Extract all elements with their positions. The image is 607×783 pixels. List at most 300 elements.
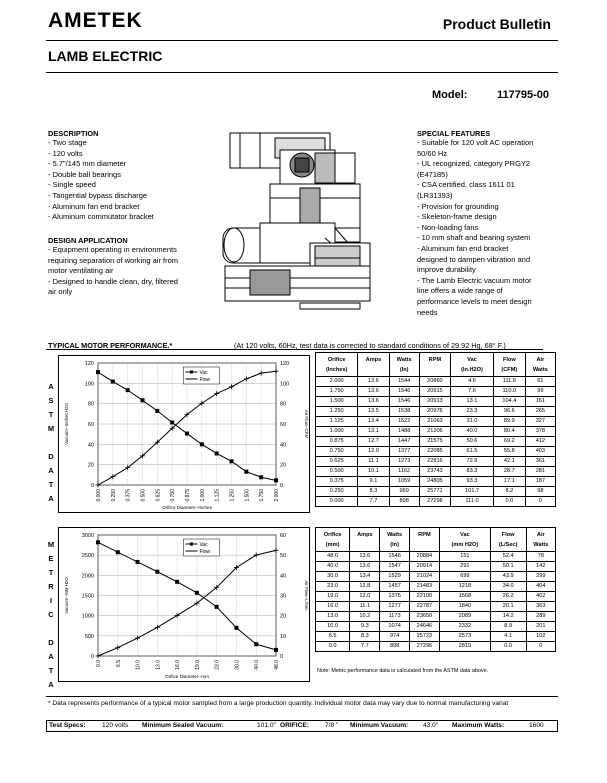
astm-table-cell: 61 bbox=[525, 377, 555, 387]
astm-table-cell: 7.6 bbox=[451, 387, 494, 397]
y-tick-label: 2500 bbox=[81, 553, 94, 560]
side-letter: S bbox=[48, 396, 54, 405]
legend-flow-label: Flow bbox=[199, 377, 211, 383]
astm-header-cell: RPM bbox=[419, 353, 450, 377]
metric-table-cell: 1546 bbox=[380, 552, 409, 562]
vac-point bbox=[274, 648, 278, 652]
special-item: - CSA certified, class 1611 01 bbox=[417, 180, 515, 190]
special-item: designed to dampen vibration and bbox=[417, 254, 530, 264]
astm-table-cell: 412 bbox=[525, 437, 555, 447]
y2-axis-label: Air Flow--L/Sec bbox=[304, 580, 309, 611]
side-letter: D bbox=[48, 638, 54, 647]
astm-chart bbox=[58, 355, 310, 513]
metric-header-cell: Air Watts bbox=[526, 528, 555, 552]
astm-table-row bbox=[316, 437, 556, 447]
metric-table-cell: 974 bbox=[380, 632, 409, 642]
metric-table-cell: 13.4 bbox=[350, 572, 380, 582]
x-tick-label: 0.250 bbox=[110, 489, 117, 502]
metric-table-cell: 20.1 bbox=[490, 602, 526, 612]
legend-flow-label: Flow bbox=[199, 549, 211, 555]
min-vacuum-label: Minimum Vacuum: bbox=[350, 722, 409, 729]
y2-tick-label: 120 bbox=[280, 361, 290, 367]
astm-table-cell: 13.6 bbox=[358, 397, 389, 407]
side-letter: T bbox=[48, 410, 54, 419]
astm-table-cell: 0 bbox=[525, 497, 555, 507]
side-letter: E bbox=[48, 554, 54, 563]
metric-table-row bbox=[316, 552, 556, 562]
metric-table-cell: 898 bbox=[380, 642, 409, 652]
y-tick-label: 60 bbox=[87, 422, 94, 428]
ametek-logo: AMETEK bbox=[48, 9, 143, 32]
description-item: - Single speed bbox=[48, 180, 96, 190]
vac-point bbox=[175, 580, 179, 584]
special-item: - Skeleton-frame design bbox=[417, 212, 497, 222]
x-tick-label: 0.625 bbox=[155, 489, 162, 502]
astm-table-cell: 13.1 bbox=[358, 427, 389, 437]
astm-table-cell: 7.7 bbox=[358, 497, 389, 507]
special-item: - The Lamb Electric vacuum motor bbox=[417, 275, 532, 285]
astm-table-cell: 2.000 bbox=[316, 377, 358, 387]
astm-table-cell: 1.125 bbox=[316, 417, 358, 427]
y-tick-label: 80 bbox=[87, 401, 94, 408]
astm-table-cell: 0.000 bbox=[316, 497, 358, 507]
side-letter: A bbox=[48, 466, 54, 475]
design-list bbox=[48, 245, 218, 298]
metric-table-cell: 11.1 bbox=[350, 602, 380, 612]
vac-point bbox=[126, 388, 130, 392]
vac-point bbox=[185, 432, 189, 436]
astm-table-cell: 104.4 bbox=[493, 397, 525, 407]
metric-table-cell: 12.8 bbox=[350, 582, 380, 592]
astm-table-cell: 8.2 bbox=[493, 487, 525, 497]
metric-header-row bbox=[316, 528, 556, 552]
design-item: - Designed to handle clean, dry, filtered bbox=[48, 276, 178, 286]
astm-table-cell: 89.9 bbox=[493, 417, 525, 427]
astm-table-cell: 28.7 bbox=[493, 467, 525, 477]
astm-table-cell: 72.9 bbox=[451, 457, 494, 467]
metric-table-row bbox=[316, 632, 556, 642]
astm-table-cell: 12.0 bbox=[358, 447, 389, 457]
astm-table-cell: 11.1 bbox=[358, 457, 389, 467]
side-letter: T bbox=[48, 666, 54, 675]
astm-table-cell: 0.375 bbox=[316, 477, 358, 487]
metric-table-cell: 50.1 bbox=[490, 562, 526, 572]
astm-table-cell: 99 bbox=[525, 387, 555, 397]
metric-table-cell: 142 bbox=[526, 562, 555, 572]
y2-tick-label: 20 bbox=[280, 613, 287, 620]
astm-table-cell: 1059 bbox=[389, 477, 419, 487]
metric-table-cell: 9.3 bbox=[350, 622, 380, 632]
astm-table-cell: 69.2 bbox=[493, 437, 525, 447]
metric-table-row bbox=[316, 592, 556, 602]
vac-point bbox=[170, 420, 174, 424]
astm-table-cell: 13.6 bbox=[358, 387, 389, 397]
astm-table-cell: 22085 bbox=[419, 447, 450, 457]
metric-table-cell: 22100 bbox=[409, 592, 439, 602]
metric-table-cell: 13.0 bbox=[316, 612, 350, 622]
description-item: - Two stage bbox=[48, 138, 87, 147]
metric-table-cell: 289 bbox=[526, 612, 555, 622]
astm-table-cell: 8.3 bbox=[358, 487, 389, 497]
x-tick-label: 0.750 bbox=[170, 489, 177, 502]
astm-table-row bbox=[316, 387, 556, 397]
astm-table-cell: 1162 bbox=[389, 467, 419, 477]
metric-table-cell: 1074 bbox=[380, 622, 409, 632]
x-axis-label: Orifice Diameter--mm bbox=[165, 674, 209, 679]
astm-table-cell: 27298 bbox=[419, 497, 450, 507]
x-tick-label: 2.000 bbox=[274, 489, 280, 502]
description-item: - Double ball bearings bbox=[48, 169, 121, 179]
astm-table-cell: 1.500 bbox=[316, 397, 358, 407]
orifice-value: 7/8 " bbox=[325, 722, 339, 729]
astm-table bbox=[315, 352, 556, 507]
motor-drawing bbox=[220, 128, 415, 328]
side-letter: R bbox=[48, 582, 54, 591]
description-section bbox=[48, 129, 218, 223]
vac-point bbox=[254, 642, 258, 646]
orifice-label: ORIFICE: bbox=[280, 722, 309, 729]
metric-table-cell: 8.3 bbox=[350, 632, 380, 642]
astm-table-cell: 13.1 bbox=[451, 397, 494, 407]
legend-vac-label: Vac bbox=[199, 542, 208, 548]
metric-table-cell: 1375 bbox=[380, 592, 409, 602]
side-letter: T bbox=[48, 480, 54, 489]
metric-table-cell: 20914 bbox=[409, 562, 439, 572]
metric-table-cell: 23650 bbox=[409, 612, 439, 622]
metric-table-cell: 1277 bbox=[380, 602, 409, 612]
astm-table-cell: 23743 bbox=[419, 467, 450, 477]
metric-table-row bbox=[316, 562, 556, 572]
side-letter: C bbox=[48, 610, 54, 619]
astm-table-cell: 161 bbox=[525, 397, 555, 407]
metric-table-cell: 48.0 bbox=[316, 552, 350, 562]
astm-table-cell: 31.0 bbox=[451, 417, 494, 427]
footnote-divider bbox=[46, 696, 558, 697]
metric-table-cell: 2332 bbox=[440, 622, 491, 632]
side-letter: A bbox=[48, 494, 54, 503]
astm-table-cell: 13.6 bbox=[358, 377, 389, 387]
y-tick-label: 120 bbox=[84, 361, 94, 367]
astm-header-row bbox=[316, 353, 556, 377]
astm-side-label bbox=[47, 380, 55, 506]
metric-table-cell: 0.0 bbox=[316, 642, 350, 652]
vac-point bbox=[116, 550, 120, 554]
x-tick-label: 23.0 bbox=[214, 660, 221, 670]
metric-table-row bbox=[316, 572, 556, 582]
metric-table-cell: 1568 bbox=[440, 592, 491, 602]
side-letter: T bbox=[48, 568, 54, 577]
astm-table-row bbox=[316, 447, 556, 457]
astm-table-cell: 327 bbox=[525, 417, 555, 427]
performance-divider bbox=[46, 349, 543, 350]
astm-table-cell: 898 bbox=[389, 497, 419, 507]
x-tick-label: 40.0 bbox=[254, 660, 261, 670]
company-name: LAMB ELECTRIC bbox=[48, 48, 163, 64]
astm-table-cell: 12.7 bbox=[358, 437, 389, 447]
metric-table-cell: 52.4 bbox=[490, 552, 526, 562]
metric-table-cell: 40.0 bbox=[316, 562, 350, 572]
side-letter: A bbox=[48, 680, 54, 689]
performance-title: TYPICAL MOTOR PERFORMANCE.* bbox=[48, 341, 173, 350]
side-letter: D bbox=[48, 452, 54, 461]
vac-point bbox=[155, 409, 159, 413]
legend-vac-marker bbox=[190, 371, 193, 374]
special-features-section bbox=[417, 129, 567, 318]
min-sealed-vacuum-label: Minimum Sealed Vacuum: bbox=[142, 722, 224, 729]
y2-tick-label: 30 bbox=[280, 593, 287, 600]
x-tick-label: 0.500 bbox=[140, 489, 147, 502]
metric-table-cell: 25723 bbox=[409, 632, 439, 642]
astm-table-cell: 0.875 bbox=[316, 437, 358, 447]
max-watts-value: 1600 bbox=[529, 722, 544, 729]
x-tick-label: 0.0 bbox=[96, 660, 102, 667]
test-specs-value: 120 volts bbox=[102, 722, 129, 729]
astm-table-row bbox=[316, 497, 556, 507]
astm-table-cell: 20860 bbox=[419, 377, 450, 387]
special-item: line offers a wide range of bbox=[417, 286, 503, 296]
astm-table-cell: 83.3 bbox=[451, 467, 494, 477]
astm-table-cell: 1377 bbox=[389, 447, 419, 457]
metric-table-cell: 27296 bbox=[409, 642, 439, 652]
vac-point bbox=[215, 605, 219, 609]
astm-header-cell: Orifice (Inches) bbox=[316, 353, 358, 377]
y2-axis-label: Air Flow--CFM bbox=[304, 409, 309, 439]
performance-conditions: (At 120 volts, 60Hz, test data is corrected to standard conditions of 29.92 Hg, 68° F.) bbox=[234, 341, 506, 350]
y-axis-label: Vacuum--MM H2O bbox=[64, 577, 69, 614]
metric-table-cell: 0 bbox=[526, 642, 555, 652]
astm-table-cell: 111.0 bbox=[451, 497, 494, 507]
y-tick-label: 0 bbox=[90, 654, 94, 660]
astm-table-cell: 4.6 bbox=[451, 377, 494, 387]
astm-table-cell: 20913 bbox=[419, 397, 450, 407]
astm-table-cell: 101.7 bbox=[451, 487, 494, 497]
special-item: (E47185) bbox=[417, 169, 448, 179]
astm-table-cell: 20976 bbox=[419, 407, 450, 417]
y-tick-label: 40 bbox=[87, 442, 94, 449]
metric-table-cell: 102 bbox=[526, 632, 555, 642]
x-tick-label: 16.0 bbox=[175, 660, 182, 670]
astm-table-cell: 187 bbox=[525, 477, 555, 487]
vac-point bbox=[230, 459, 234, 463]
special-item: - UL recognized, category PRGY2 bbox=[417, 159, 531, 169]
side-letter: A bbox=[48, 382, 54, 391]
metric-table-cell: 30.0 bbox=[316, 572, 350, 582]
side-letter: M bbox=[47, 540, 55, 549]
bulletin-title: Product Bulletin bbox=[442, 16, 551, 32]
special-item: - Provision for grounding bbox=[417, 201, 499, 211]
astm-table-cell: 9.1 bbox=[358, 477, 389, 487]
metric-header-cell: Flow (L/Sec) bbox=[490, 528, 526, 552]
metric-table-cell: 22787 bbox=[409, 602, 439, 612]
metric-table-cell: 299 bbox=[526, 572, 555, 582]
legend-vac-marker bbox=[190, 543, 193, 546]
astm-table-cell: 55.8 bbox=[493, 447, 525, 457]
y2-tick-label: 60 bbox=[280, 533, 287, 539]
y2-tick-label: 40 bbox=[280, 442, 287, 449]
metric-header-cell: Watts (In) bbox=[380, 528, 409, 552]
max-watts-label: Maximum Watts: bbox=[452, 722, 505, 729]
y2-tick-label: 0 bbox=[280, 483, 284, 489]
y2-tick-label: 80 bbox=[280, 401, 287, 408]
side-letter: M bbox=[47, 424, 55, 433]
astm-table-cell: 1546 bbox=[389, 387, 419, 397]
metric-table-cell: 13.6 bbox=[350, 552, 380, 562]
model-number: 117795-00 bbox=[497, 89, 549, 101]
metric-table-cell: 21024 bbox=[409, 572, 439, 582]
metric-table-cell: 151 bbox=[440, 552, 491, 562]
metric-table-cell: 78 bbox=[526, 552, 555, 562]
metric-table-cell: 26.2 bbox=[490, 592, 526, 602]
astm-table-cell: 20915 bbox=[419, 387, 450, 397]
y2-tick-label: 10 bbox=[280, 633, 287, 640]
metric-header-cell: RPM bbox=[409, 528, 439, 552]
metric-chart bbox=[58, 527, 310, 682]
special-item: - Aluminum fan end bracket bbox=[417, 243, 509, 253]
metric-header-cell: Vac (mm H2O) bbox=[440, 528, 491, 552]
side-letter: A bbox=[48, 652, 54, 661]
y-tick-label: 1000 bbox=[81, 613, 94, 620]
metric-table-cell: 1457 bbox=[380, 582, 409, 592]
astm-table-row bbox=[316, 407, 556, 417]
x-tick-label: 1.750 bbox=[259, 489, 266, 502]
astm-table-cell: 1546 bbox=[389, 397, 419, 407]
astm-table-cell: 0.0 bbox=[493, 497, 525, 507]
metric-table-cell: 1840 bbox=[440, 602, 491, 612]
astm-table-cell: 40.0 bbox=[451, 427, 494, 437]
y2-tick-label: 60 bbox=[280, 422, 287, 428]
metric-table-cell: 20884 bbox=[409, 552, 439, 562]
astm-header-cell: Amps bbox=[358, 353, 389, 377]
metric-table-cell: 23.0 bbox=[316, 582, 350, 592]
astm-table-cell: 1544 bbox=[389, 377, 419, 387]
metric-table-cell: 0.0 bbox=[490, 642, 526, 652]
astm-table-cell: 80.4 bbox=[493, 427, 525, 437]
special-list bbox=[417, 138, 567, 318]
metric-table-cell: 201 bbox=[526, 622, 555, 632]
astm-table-cell: 21063 bbox=[419, 417, 450, 427]
metric-table-cell: 13.6 bbox=[350, 562, 380, 572]
astm-table-cell: 1538 bbox=[389, 407, 419, 417]
astm-table-cell: 361 bbox=[525, 457, 555, 467]
special-item: (LR31393) bbox=[417, 190, 453, 200]
metric-table-row bbox=[316, 582, 556, 592]
metric-table-cell: 1547 bbox=[380, 562, 409, 572]
metric-table-row bbox=[316, 612, 556, 622]
special-item: needs bbox=[417, 307, 438, 317]
astm-table-cell: 1522 bbox=[389, 417, 419, 427]
metric-header-cell: Orifice (mm) bbox=[316, 528, 350, 552]
astm-header-cell: Flow (CFM) bbox=[493, 353, 525, 377]
y-tick-label: 1500 bbox=[81, 593, 94, 600]
astm-table-cell: 110.0 bbox=[493, 387, 525, 397]
x-tick-label: 6.5 bbox=[115, 660, 122, 667]
design-item: - Equipment operating in environments bbox=[48, 245, 177, 254]
astm-table-cell: 13.4 bbox=[358, 417, 389, 427]
astm-header-cell: Air Watts bbox=[525, 353, 555, 377]
astm-table-cell: 61.5 bbox=[451, 447, 494, 457]
astm-table-row bbox=[316, 377, 556, 387]
metric-table-cell: 10.2 bbox=[350, 612, 380, 622]
astm-table-cell: 403 bbox=[525, 447, 555, 457]
vac-point bbox=[215, 451, 219, 455]
astm-table-cell: 50.6 bbox=[451, 437, 494, 447]
metric-table-cell: 10.0 bbox=[316, 622, 350, 632]
metric-table-cell: 12.0 bbox=[350, 592, 380, 602]
x-axis-label: Orifice Diameter--Inches bbox=[162, 505, 212, 510]
y2-tick-label: 20 bbox=[280, 462, 287, 469]
y-tick-label: 0 bbox=[90, 483, 94, 489]
metric-table-cell: 402 bbox=[526, 592, 555, 602]
x-tick-label: 30.0 bbox=[234, 660, 241, 670]
y-tick-label: 2000 bbox=[81, 573, 94, 580]
astm-table-cell: 0.500 bbox=[316, 467, 358, 477]
vac-point bbox=[244, 470, 248, 474]
x-tick-label: 1.000 bbox=[199, 489, 206, 502]
astm-table-cell: 10.1 bbox=[358, 467, 389, 477]
vac-point bbox=[234, 626, 238, 630]
astm-table-cell: 281 bbox=[525, 467, 555, 477]
vac-point bbox=[141, 398, 145, 402]
design-section bbox=[48, 236, 218, 298]
x-tick-label: 10.0 bbox=[135, 660, 142, 670]
design-item: air only bbox=[48, 287, 73, 297]
min-vacuum-value: 43.0" bbox=[423, 722, 439, 729]
x-tick-label: 0.375 bbox=[125, 489, 132, 502]
special-item: - 10 mm shaft and bearing system bbox=[417, 233, 531, 243]
metric-table-row bbox=[316, 642, 556, 652]
vac-point bbox=[136, 560, 140, 564]
metric-header-cell: Amps bbox=[350, 528, 380, 552]
astm-table-cell: 969 bbox=[389, 487, 419, 497]
legend-vac-label: Vac bbox=[199, 370, 208, 376]
test-specs-label: Test Specs: bbox=[49, 722, 86, 729]
astm-table-cell: 1488 bbox=[389, 427, 419, 437]
metric-table-cell: 1218 bbox=[440, 582, 491, 592]
header-divider bbox=[46, 40, 558, 41]
vac-point bbox=[111, 380, 115, 384]
astm-table-cell: 21206 bbox=[419, 427, 450, 437]
astm-table-row bbox=[316, 397, 556, 407]
x-tick-label: 1.500 bbox=[244, 489, 251, 502]
astm-table-row bbox=[316, 417, 556, 427]
metric-table-cell: 24646 bbox=[409, 622, 439, 632]
y-axis-label: Vacuum--Inches H2O bbox=[64, 403, 69, 445]
vac-point bbox=[274, 478, 278, 482]
special-item: improve durability bbox=[417, 265, 476, 275]
design-title: DESIGN APPLICATION bbox=[48, 236, 128, 245]
special-title: SPECIAL FEATURES bbox=[417, 129, 491, 138]
metric-table-cell: 14.2 bbox=[490, 612, 526, 622]
astm-table-cell: 93.3 bbox=[451, 477, 494, 487]
model-label: Model: bbox=[432, 89, 468, 101]
description-item: - Aluminum fan end bracket bbox=[48, 201, 140, 211]
x-tick-label: 19.0 bbox=[194, 660, 201, 670]
astm-table-row bbox=[316, 487, 556, 497]
metric-table-cell: 19.0 bbox=[316, 592, 350, 602]
description-item: - Aluminum commutator bracket bbox=[48, 212, 154, 222]
metric-side-label bbox=[47, 538, 55, 692]
y-tick-label: 20 bbox=[87, 462, 94, 469]
metric-table-cell: 34.0 bbox=[490, 582, 526, 592]
metric-table bbox=[315, 527, 556, 652]
astm-table-row bbox=[316, 467, 556, 477]
vac-point bbox=[96, 370, 100, 374]
side-letter bbox=[47, 622, 55, 636]
metric-table-cell: 16.0 bbox=[316, 602, 350, 612]
min-sealed-vacuum-value: 101.0" bbox=[257, 722, 276, 729]
metric-table-cell: 291 bbox=[440, 562, 491, 572]
astm-table-cell: 23.3 bbox=[451, 407, 494, 417]
